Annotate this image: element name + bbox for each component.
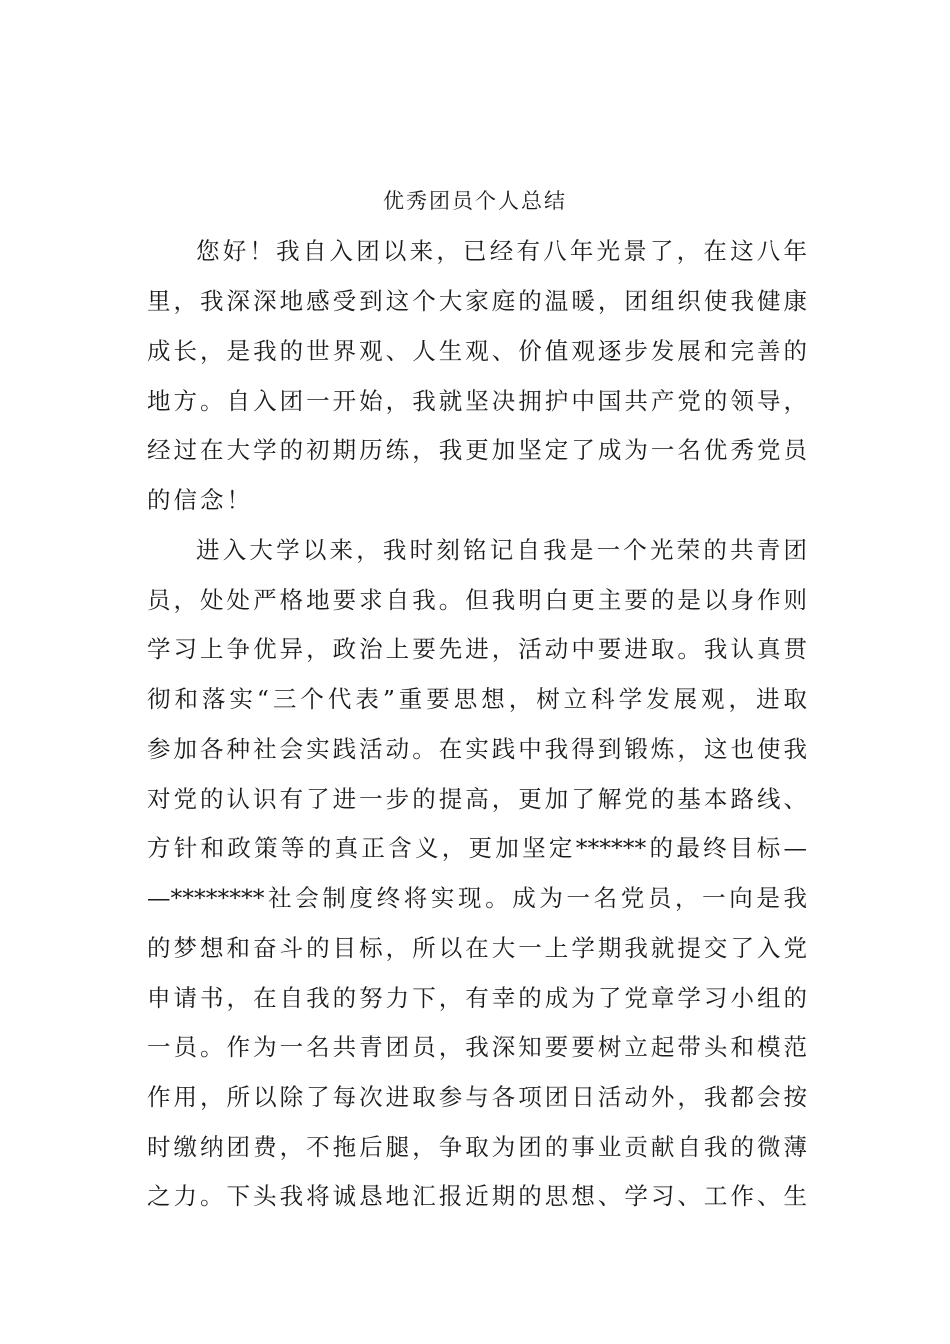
paragraph2-line-2: 员，处处严格地要求自我。但我明白更主要的是以身作则 xyxy=(147,586,807,614)
paragraph2-line-6: 对党的认识有了进一步的提高，更加了解党的基本路线、 xyxy=(147,785,807,813)
paragraph1-line-2: 里，我深深地感受到这个大家庭的温暖，团组织使我健康 xyxy=(147,287,807,315)
paragraph1-line-3: 成长，是我的世界观、人生观、价值观逐步发展和完善的 xyxy=(147,337,807,365)
paragraph1-line-6: 的信念！ xyxy=(147,486,253,514)
paragraph2-line-8: —********社会制度终将实现。成为一名党员，一向是我 xyxy=(147,884,807,912)
paragraph2-line-4: 彻和落实“三个代表”重要思想，树立科学发展观，进取 xyxy=(147,685,807,713)
paragraph1-line-4: 地方。自入团一开始，我就坚决拥护中国共产党的领导， xyxy=(147,387,807,415)
paragraph1-line-1: 您好！我自入团以来，已经有八年光景了，在这八年 xyxy=(196,237,807,265)
paragraph2-line-10: 申请书，在自我的努力下，有幸的成为了党章学习小组的 xyxy=(147,984,807,1012)
paragraph2-line-3: 学习上争优异，政治上要先进，活动中要进取。我认真贯 xyxy=(147,635,807,663)
paragraph2-line-14: 之力。下头我将诚恳地汇报近期的思想、学习、工作、生 xyxy=(147,1182,807,1210)
paragraph2-line-5: 参加各种社会实践活动。在实践中我得到锻炼，这也使我 xyxy=(147,735,807,763)
document-title: 优秀团员个人总结 xyxy=(383,189,567,213)
paragraph1-line-5: 经过在大学的初期历练，我更加坚定了成为一名优秀党员 xyxy=(147,436,807,464)
paragraph2-line-7: 方针和政策等的真正含义，更加坚定******的最终目标— xyxy=(147,834,807,862)
paragraph2-line-13: 时缴纳团费，不拖后腿，争取为团的事业贡献自我的微薄 xyxy=(147,1133,807,1161)
paragraph2-line-12: 作用，所以除了每次进取参与各项团日活动外，我都会按 xyxy=(147,1083,807,1111)
paragraph2-line-11: 一员。作为一名共青团员，我深知要要树立起带头和模范 xyxy=(147,1033,807,1061)
paragraph2-line-1: 进入大学以来，我时刻铭记自我是一个光荣的共青团 xyxy=(196,536,807,564)
paragraph2-line-9: 的梦想和奋斗的目标，所以在大一上学期我就提交了入党 xyxy=(147,934,807,962)
